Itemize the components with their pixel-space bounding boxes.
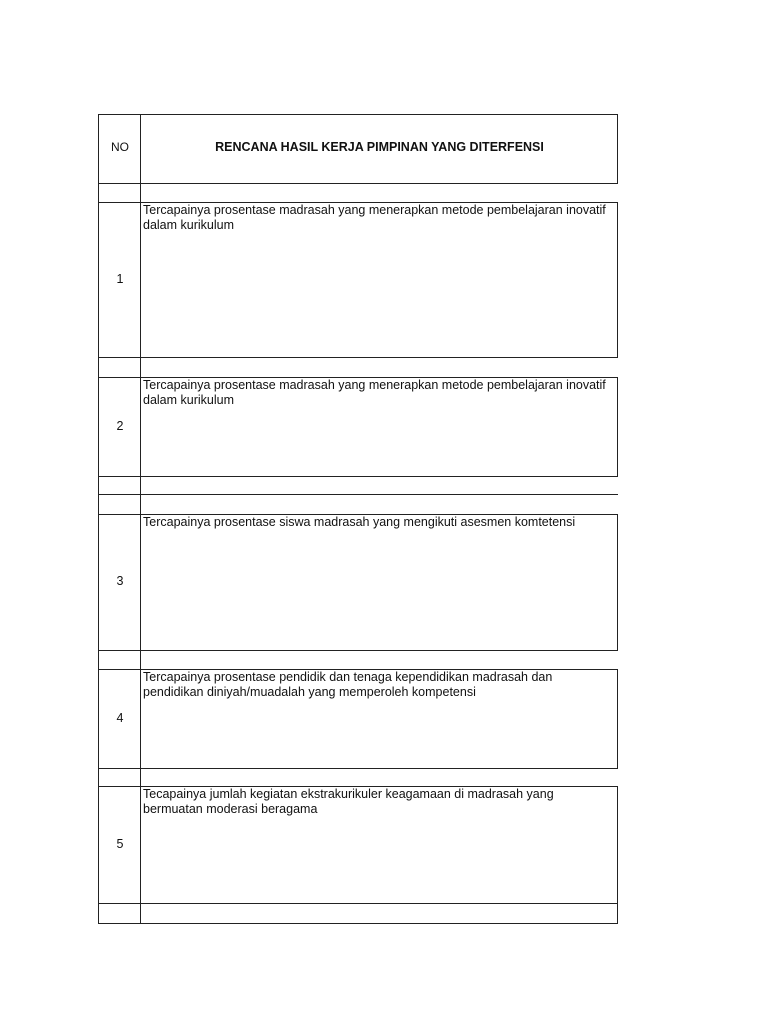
grid-line	[98, 903, 618, 904]
row-number: 3	[116, 574, 124, 588]
grid-line	[98, 923, 618, 924]
row-number: 5	[116, 837, 124, 851]
grid-line	[98, 494, 618, 495]
row-description: Tercapainya prosentase pendidik dan tenaga kependidikan madrasah dan pendidikan diniyah/muadalah yang memperoleh kompetensi	[143, 670, 553, 699]
grid-line	[98, 183, 618, 184]
grid-line	[98, 650, 618, 651]
column-divider	[140, 114, 141, 924]
row-number: 4	[116, 711, 124, 725]
grid-line	[98, 114, 618, 115]
right-border-row-3	[617, 514, 618, 651]
column-header-title: RENCANA HASIL KERJA PIMPINAN YANG DITERFENSI	[215, 140, 544, 154]
grid-line	[98, 768, 618, 769]
right-border-row-2	[617, 377, 618, 477]
row-description: Tercapainya prosentase siswa madrasah yang mengikuti asesmen komtetensi	[143, 515, 576, 529]
right-border-row-1	[617, 202, 618, 358]
row-number: 1	[116, 272, 124, 286]
row-number: 2	[116, 419, 124, 433]
row-description: Tecapainya jumlah kegiatan ekstrakurikuler keagamaan di madrasah yang bermuatan moderasi beragama	[143, 787, 554, 816]
grid-line	[98, 476, 618, 477]
row-description: Tercapainya prosentase madrasah yang menerapkan metode pembelajaran inovatif dalam kurikulum	[143, 378, 606, 407]
right-border-row-4	[617, 669, 618, 769]
column-header-no: NO	[111, 140, 129, 154]
left-border	[98, 114, 99, 924]
grid-line	[98, 357, 618, 358]
row-description: Tercapainya prosentase madrasah yang menerapkan metode pembelajaran inovatif dalam kurikulum	[143, 203, 606, 232]
